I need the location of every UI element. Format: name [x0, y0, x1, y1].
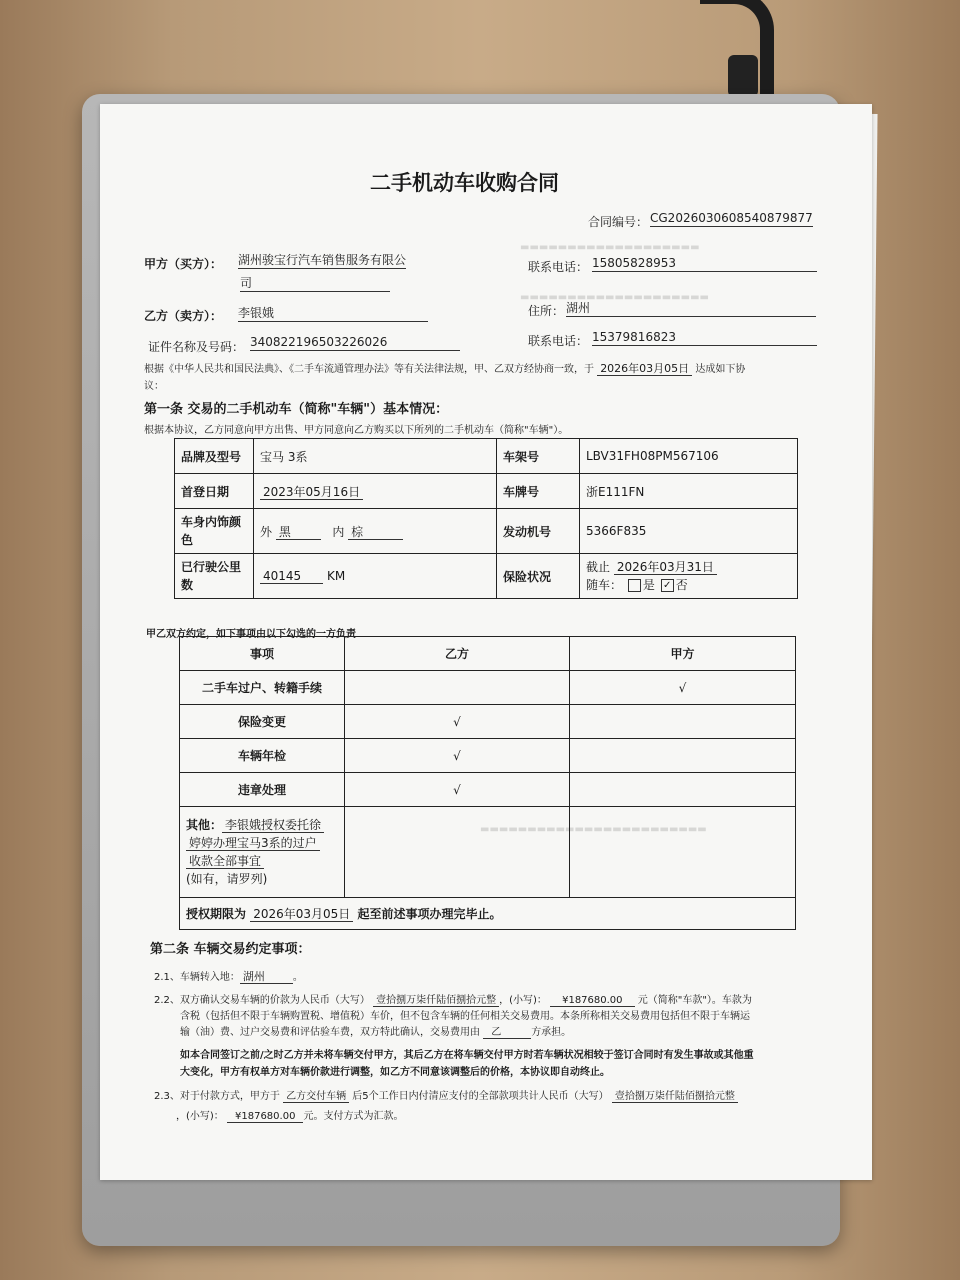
violation-a — [570, 773, 796, 807]
other-text-1: 李银娥授权委托徐 — [222, 818, 324, 833]
clause-2-3-line2: ，(小写)： ¥187680.00 元。支付方式为汇款。 — [176, 1111, 404, 1122]
party-a-name-2: 司 — [240, 276, 390, 292]
insurance-until: 2026年03月31日 — [614, 560, 717, 575]
reg-date: 2023年05月16日 — [260, 485, 363, 500]
reg-date-cell — [254, 474, 497, 509]
color-cell: 外 黑 内 棕 — [254, 509, 497, 554]
clause-2-1: 2.1、车辆转入地： 湖州 。 — [154, 970, 303, 983]
clause-2-2: 2.2、双方确认交易车辆的价款为人民币（大写） 壹拾捌万柒仟陆佰捌拾元整 ，(小写)： ¥187680.00 元（简称"车款"）。车款为 — [154, 995, 752, 1006]
authorization-period: 授权期限为 2026年03月05日 起至前述事项办理完毕止。 — [180, 898, 796, 930]
item-other: 其他： 李银娥授权委托徐 婷婷办理宝马3系的过户 收款全部事宜 (如有，请罗列) — [180, 807, 345, 898]
contract-title: 二手机动车收购合同 — [370, 171, 559, 195]
party-b-address-label: 住所： — [528, 304, 565, 318]
col-party-b: 乙方 — [345, 637, 570, 671]
cable-plug — [728, 55, 758, 97]
transfer-b — [345, 671, 570, 705]
fee-bearer: 乙 — [483, 1027, 531, 1039]
clause-2-2-line2: 含税（包括但不限于车辆购置税、增值税）车价，但不包含车辆的任何相关交易费用。本条所称相关交易费用包括但不限于车辆运 — [180, 1011, 750, 1022]
clause-2-3: 2.3、对于付款方式，甲方于 乙方交付车辆 后5个工作日内付清应支付的全部款项共计人民币（大写） 壹拾捌万柒仟陆佰捌拾元整 — [154, 1090, 738, 1104]
clause-2-2-line3: 输（油）费、过户交易费和评估验车费，双方特此确认，交易费用由 乙 方承担。 — [180, 1027, 572, 1038]
bleed-through-text: ▬▬▬▬▬▬▬▬▬▬▬▬▬▬▬▬▬▬▬▬ — [520, 292, 709, 303]
engine-label: 发动机号 — [497, 509, 580, 554]
id-label: 证件名称及号码： — [148, 340, 245, 354]
violation-b-check: √ — [345, 773, 570, 807]
adjustment-notice-1: 如本合同签订之前/之时乙方并未将车辆交付甲方，其后乙方在将车辆交付甲方时若车辆状况相较于签订合同时有发生事故或其他重 — [180, 1050, 754, 1061]
brand-label: 品牌及型号 — [175, 439, 254, 474]
payment-condition: 乙方交付车辆 — [283, 1091, 349, 1103]
exterior-color: 黑 — [276, 525, 321, 540]
other-text-3: 收款全部事宜 — [186, 854, 264, 869]
item-transfer: 二手车过户、转籍手续 — [180, 671, 345, 705]
no-checkbox[interactable]: ✓ — [661, 579, 674, 592]
party-b-phone: 15379816823 — [592, 330, 817, 346]
engine-value: 5366F835 — [580, 509, 798, 554]
party-b-label: 乙方（卖方）： — [144, 309, 223, 323]
payment-lower: ¥187680.00 — [227, 1111, 303, 1123]
reg-date-label: 首登日期 — [175, 474, 254, 509]
id-number: 340822196503226026 — [250, 335, 460, 351]
payment-upper: 壹拾捌万柒仟陆佰捌拾元整 — [612, 1091, 738, 1103]
inspection-a — [570, 739, 796, 773]
inspection-b-check: √ — [345, 739, 570, 773]
bleed-through-text: ▬▬▬▬▬▬▬▬▬▬▬▬▬▬▬▬▬▬▬▬▬▬▬▬ — [480, 824, 707, 835]
other-text-2: 婷婷办理宝马3系的过户 — [186, 836, 320, 851]
vehicle-info-table — [174, 438, 798, 599]
item-inspection: 车辆年检 — [180, 739, 345, 773]
col-item: 事项 — [180, 637, 345, 671]
period-date: 2026年03月05日 — [250, 907, 353, 922]
item-violation: 违章处理 — [180, 773, 345, 807]
other-a — [570, 807, 796, 898]
vin-value: LBV31FH08PM567106 — [580, 439, 798, 474]
responsibility-intro: 甲乙双方约定，如下事项由以下勾选的一方负责 — [146, 629, 356, 640]
interior-color: 棕 — [348, 525, 403, 540]
price-lower: ¥187680.00 — [550, 995, 634, 1007]
plate-label: 车牌号 — [497, 474, 580, 509]
item-insurance: 保险变更 — [180, 705, 345, 739]
basis-text: 根据《中华人民共和国民法典》、《二手车流通管理办法》等有关法律法规，甲、乙双方经协商一致，于 2026年03月05日 达成如下协 — [144, 362, 746, 375]
basis-date: 2026年03月05日 — [597, 362, 692, 376]
article-1-title: 第一条 交易的二手机动车（简称"车辆"）基本情况： — [144, 402, 449, 417]
party-b-phone-label: 联系电话： — [528, 334, 589, 348]
insurance-a — [570, 705, 796, 739]
insurance-cell: 截止 2026年03月31日 随车： 是 ✓ 否 — [580, 554, 798, 599]
contract-no-label: 合同编号： — [588, 215, 649, 229]
party-a-name-1: 湖州骏宝行汽车销售服务有限公 — [238, 253, 407, 267]
col-party-a: 甲方 — [570, 637, 796, 671]
other-note: (如有，请罗列) — [186, 872, 268, 886]
article-2-title: 第二条 车辆交易约定事项： — [150, 942, 311, 957]
contract-no: CG2026030608540879877 — [650, 211, 813, 225]
party-a-phone-label: 联系电话： — [528, 260, 589, 274]
contract-page — [100, 104, 872, 1180]
party-b-address: 湖州 — [566, 301, 816, 317]
plate-value: 浙E111FN — [580, 474, 798, 509]
mileage-label: 已行驶公里数 — [175, 554, 254, 599]
mileage-value: 40145 — [260, 569, 323, 584]
transfer-destination: 湖州 — [240, 970, 293, 984]
insurance-b-check: √ — [345, 705, 570, 739]
color-label: 车身内饰颜色 — [175, 509, 254, 554]
article-1-intro: 根据本协议，乙方同意向甲方出售、甲方同意向乙方购买以下所列的二手机动车（简称"车辆"）。 — [144, 425, 569, 436]
bleed-through-text: ▬▬▬▬▬▬▬▬▬▬▬▬▬▬▬▬▬▬▬ — [520, 242, 700, 253]
mileage-cell: 40145 KM — [254, 554, 497, 599]
vin-label: 车架号 — [497, 439, 580, 474]
yes-checkbox[interactable] — [628, 579, 641, 592]
transfer-a-check: √ — [570, 671, 796, 705]
responsibility-table — [179, 636, 796, 930]
other-b — [345, 807, 570, 898]
adjustment-notice-2: 大变化，甲方有权单方对车辆价款进行调整，如乙方不同意该调整后的价格，本协议即自动终止。 — [180, 1067, 610, 1078]
party-a-phone: 15805828953 — [592, 256, 817, 272]
party-b-name: 李银娥 — [238, 306, 428, 322]
brand-value: 宝马 3系 — [254, 439, 497, 474]
basis-text-2: 议： — [144, 381, 164, 392]
price-upper: 壹拾捌万柒仟陆佰捌拾元整 — [373, 995, 499, 1007]
insurance-label: 保险状况 — [497, 554, 580, 599]
party-a-label: 甲方（买方）： — [144, 257, 223, 271]
